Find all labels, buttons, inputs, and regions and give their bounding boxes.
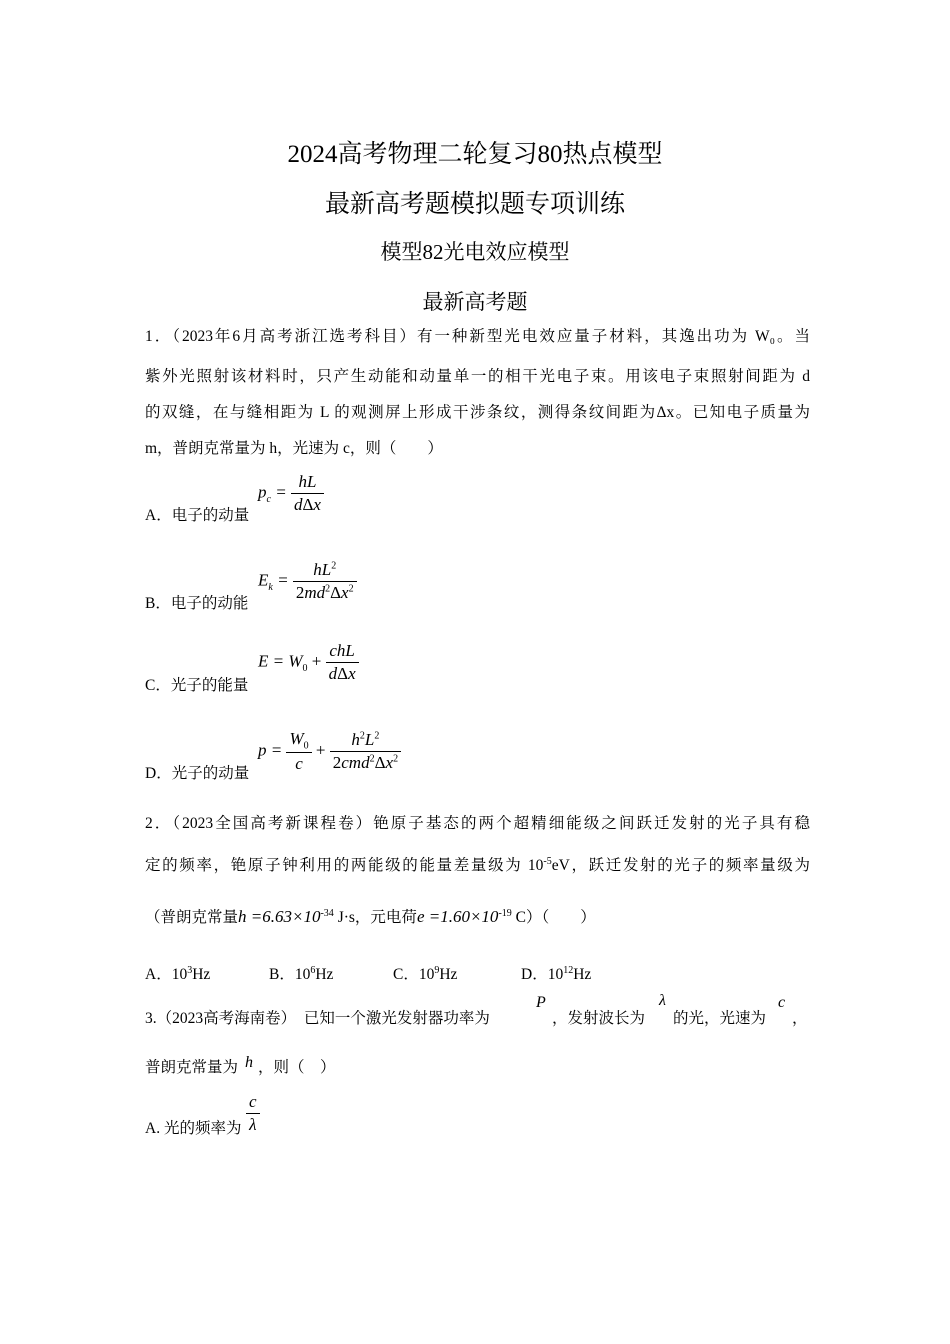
- q3-symbol-wavelength: λ: [659, 992, 666, 1009]
- q3-option-a-label: A. 光的频率为: [145, 1120, 242, 1137]
- elementary-charge: e =1.60×10: [416, 907, 499, 927]
- q2-option-b: B．$10^6Hz$: [269, 965, 334, 984]
- q1-line3: 的双缝，在与缝相距为 L 的观测屏上形成干涉条纹，测得条纹间距为Δx。已知电子质量为: [145, 404, 810, 421]
- q1-option-b-formula: $E_k$ = $\frac{hL^2}{2md^2\Delta x^2}$: [258, 560, 357, 603]
- q2-option-d: D．$10^{12}Hz$: [521, 965, 592, 984]
- q3-symbol-lightspeed: c: [778, 994, 786, 1011]
- q2-line2: 定的频率，铯原子钟利用的两能级的能量差量级为 $10^{-5}eV$，跃迁发射的光子的频率量级为: [145, 856, 810, 875]
- q1-option-a-formula: $p_c$ = $\frac{hL}{\text{dΔx}}$: [258, 472, 324, 515]
- doc-title-line2: 最新高考题模拟题专项训练: [324, 191, 625, 218]
- model-title: 模型82光电效应模型: [380, 240, 570, 264]
- q3-line1-d: ，: [792, 1010, 808, 1027]
- q1-line1: 1．（2023年6月高考浙江选考科目）有一种新型光电效应量子材料，其逸出功为 W₀。当: [145, 328, 810, 345]
- q1-option-d-label: D．光子的动量: [145, 765, 250, 782]
- q3-line2-b: ，则（ ）: [258, 1059, 336, 1076]
- q3-line1-c: 的光，光速为: [673, 1010, 767, 1027]
- q1-option-c-formula: $E = W_0$ + $\frac{\text{chL}}{\text{dΔx}}$: [258, 641, 359, 684]
- doc-title-line1: 2024高考物理二轮复习80热点模型: [287, 141, 663, 168]
- q2-line1: 2．（2023全国高考新课程卷）铯原子基态的两个超精细能级之间跃迁发射的光子具有稳: [145, 815, 810, 832]
- q3-symbol-power: P: [536, 994, 546, 1011]
- q1-option-a-label: A．电子的动量: [145, 507, 250, 524]
- q3-line1-b: ，发射波长为: [552, 1010, 646, 1027]
- planck-constant: h =6.63×10: [238, 907, 321, 927]
- q3-symbol-planck: h: [245, 1054, 253, 1071]
- q2-option-a: A．$10^3Hz$: [145, 965, 211, 984]
- q1-option-c-label: C．光子的能量: [145, 677, 249, 694]
- q2-option-c: C．$10^9Hz$: [393, 965, 458, 984]
- q1-option-b-label: B．电子的动能: [145, 595, 249, 612]
- q2-line3: （普朗克常量$h =6.63\times 10^{-34}$ J·s，元电荷$e =1.60\times 10^{-19}$ C）（ ）: [145, 907, 596, 927]
- q3-line2-a: 普朗克常量为: [145, 1059, 239, 1076]
- q1-line2: 紫外光照射该材料时，只产生动能和动量单一的相干光电子束。用该电子束照射间距为 d: [145, 368, 810, 385]
- q1-option-d-formula: p = $\frac{W_0}{c}$ + $\frac{h^2L^2}{2cmd^2\Delta x^2}$: [258, 729, 401, 774]
- q3-line1-a: 3.（2023高考海南卷） 已知一个激光发射器功率为: [145, 1010, 490, 1027]
- q3-option-a-formula: $\frac{c}{\lambda}$: [246, 1092, 260, 1135]
- section-title: 最新高考题: [422, 290, 528, 314]
- q1-line4: m，普朗克常量为 h，光速为 c，则（ ）: [145, 440, 443, 457]
